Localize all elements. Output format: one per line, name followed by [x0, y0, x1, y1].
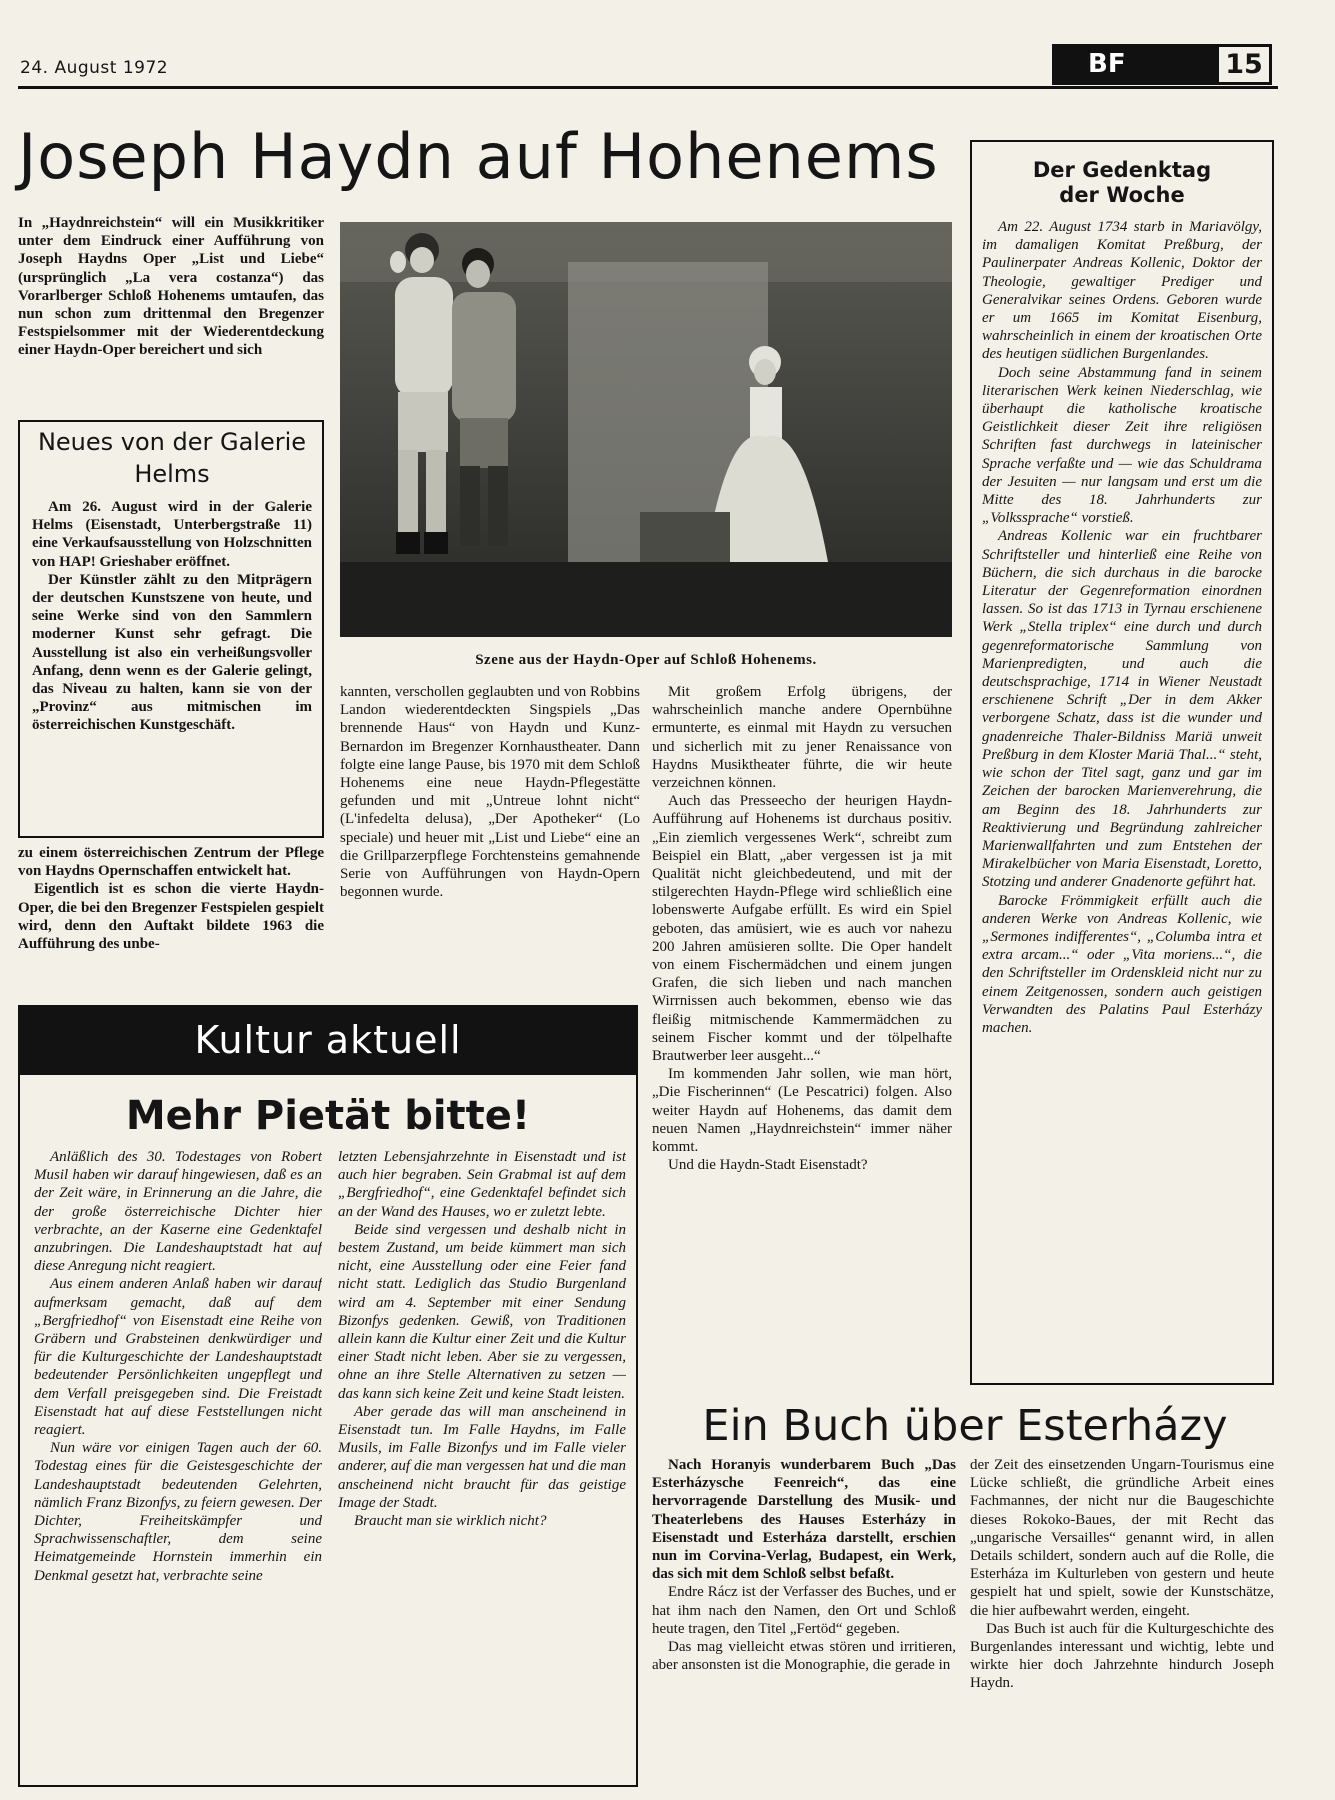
haydn-col3-paragraph-3: Im kommenden Jahr sollen, wie man hört, „Die Fischerinnen“ (Le Pescatrici) folgen. Also weiter Haydn auf Hohenems, das damit dem neuen Namen „Haydnreichstein“ immer näher kommt. — [652, 1066, 952, 1156]
buch-col2 — [970, 1456, 1274, 1788]
haydn-col3-paragraph-4: Und die Haydn-Stadt Eisenstadt? — [668, 1157, 868, 1174]
mehr-col1-paragraph-3: Nun wäre vor einigen Tagen auch der 60. Todestag eines für die Geistesgeschichte der Landeshauptstadt bedeutenden Gelehrten, nämlich Franz Bizonfys, zu feiern gewesen. Der Dichter, Freiheitskämpfer und Sprachwissenschaftler, dem seine Heimatgemeinde Hornstein immerhin ein Denkmal gesetzt hat, verbrachte seine — [34, 1440, 322, 1584]
buch-col1-paragraph-3: Das mag vielleicht etwas stören und irritieren, aber ansonsten ist die Monographie, die gerade in — [652, 1639, 956, 1674]
galerie-paragraph-1: Am 26. August wird in der Galerie Helms (Eisenstadt, Unterbergstraße 11) eine Verkaufsausstellung von Holzschnitten von HAP! Grieshaber eröffnet. — [32, 499, 312, 570]
gedenktag-title-line1: Der Gedenktag — [1032, 158, 1212, 182]
haydn-col3 — [652, 683, 952, 1393]
opera-scene-photo — [340, 222, 952, 637]
photo-caption: Szene aus der Haydn-Oper auf Schloß Hohenems. — [475, 652, 817, 668]
gedenktag-paragraph-2: Doch seine Abstammung fand in seinem literarischen Werk keinen Niederschlag, wie überhaupt die katholische kroatische Geistlichkeit dieser Zeit ihre religiösen Schriften fast durchwegs in lateinischer Sprache verfaßte und — wie das Schuldrama der Jesuiten — nur langsam und erst um die Mitte des 18. Jahrhunderts zur „Volkssprache“ vorstieß. — [982, 364, 1262, 527]
buch-col2-paragraph-1: der Zeit des einsetzenden Ungarn-Tourismus eine Lücke schließt, die gründliche Arbeit eines Fachmannes, der nicht nur die Baugeschichte dieses Rokoko-Baues, der mit Recht das „ungarische Versailles“ genannt wird, in allen Details schildert, sondern auch auf die Rolle, die Esterháza im Kulturleben von gestern und heute gespielt hat und spielt, sowie der Kunstschätze, die hier aufbewahrt werden, eingeht. — [970, 1457, 1274, 1619]
haydn-col3-paragraph-2: Auch das Presseecho der heurigen Haydn-Aufführung auf Hohenems ist durchaus positiv. „Ein ziemlich vergessenes Werk“, schreibt zum Beispiel ein Blatt, „aber vergessen ist ja mit Qualität nicht gleichbedeutend, und mit der stilgerechten Haydn-Pflege wird schließlich eine lobenswerte Aufgabe erfüllt. Es wird ein Spiel geboten, das amüsiert, wie es auch vor nahezu 200 Jahren amüsieren sollte. Die Oper handelt von einem Fischermädchen und einem jungen Grafen, die sich lieben und nach manchen Wirrnissen auch bekommen, ebenso wie das fleißig mitmischende Kammermädchen zu seinem Fischer kommt und der tölpelhafte Brautwerber leer ausgeht...“ — [652, 793, 952, 1065]
mehr-pietaet-title: Mehr Pietät bitte! — [125, 1093, 531, 1139]
gedenktag-paragraph-4: Barocke Frömmigkeit erfüllt auch die anderen Werke von Andreas Kollenic, wie „Sermones indifferentes“, „Columba intra et extra arcam...“ oder „Vita moriens...“, die den Schriftsteller im Ordenskleid nicht nur zu einem Zeitgenossen, sondern auch geistigen Verwandten des Palatins Paul Esterházy machen. — [982, 892, 1262, 1036]
galerie-paragraph-2: Der Künstler zählt zu den Mitprägern der deutschen Kunstszene von heute, und seine Werke sind von den Sammlern moderner Kunst sehr gefragt. Die Ausstellung ist also ein verheißungsvoller Anfang, denn wenn es der Galerie gelingt, das Niveau zu halten, kann sie von der „Provinz“ aus mitmischen im österreichischen Kunstgeschäft. — [32, 571, 312, 734]
gedenktag-title-line2: der Woche — [1059, 183, 1185, 207]
header-rule — [18, 86, 1278, 89]
haydn-col1-paragraph-1: zu einem österreichischen Zentrum der Pflege von Haydns Opernschaffen entwickelt hat. — [18, 845, 324, 880]
buch-title: Ein Buch über Esterházy — [702, 1401, 1228, 1451]
kultur-aktuell-banner: Kultur aktuell — [18, 1005, 638, 1075]
mehr-col2-paragraph-1: letzten Lebensjahrzehnte in Eisenstadt und ist auch hier begraben. Sein Grabmal ist auf dem „Bergfriedhof“, eine Gedenktafel befindet sich an der Wand des Hauses, wo er zuletzt lebte. — [338, 1149, 626, 1220]
opera-scene-illustration — [340, 222, 952, 637]
haydn-col2 — [340, 683, 640, 993]
main-headline: Joseph Haydn auf Hohenems — [18, 120, 939, 193]
buch-col2-paragraph-2: Das Buch ist auch für die Kulturgeschichte des Burgenlandes interessant und wichtig, lebte und wirkte hier doch Jahrzehnte hindurch Joseph Haydn. — [970, 1620, 1274, 1692]
mehr-col1-paragraph-1: Anläßlich des 30. Todestages von Robert Musil haben wir darauf hingewiesen, daß es an der Zeit wäre, in Erinnerung an die Jahre, die der große österreichische Dichter hier verbrachte, an der Kaserne eine Gedenktafel anzubringen. Die Landeshauptstadt hat auf diese Anregung nicht reagiert. — [34, 1149, 322, 1275]
mehr-col2-paragraph-3: Aber gerade das will man anscheinend in Eisenstadt tun. Im Falle Haydns, im Falle Musils, im Falle Bizonfys und im Falle vieler anderer, auf die man vergessen hat und die man anscheinend nicht braucht für das geistige Image der Stadt. — [338, 1403, 626, 1511]
haydn-intro — [18, 214, 324, 414]
galerie-title: Neues von der Galerie Helms — [37, 428, 307, 488]
section-label: BF — [1052, 44, 1216, 85]
gedenktag-paragraph-1: Am 22. August 1734 starb in Mariavölgy, im damaligen Komitat Preßburg, der Paulinerpater Andreas Kollenic, Doktor der Theologie, gewaltiger Prediger und Generalvikar seines Ordens. Geboren wurde er um 1665 im Komitat Eisenburg, wahrscheinlich in einem der kroatischen Orte des heutigen südlichen Burgenlandes. — [982, 219, 1262, 363]
haydn-col2-paragraph: kannten, verschollen geglaubten und von Robbins Landon wiederentdeckten Singspiels „Das brennende Haus“ von Haydn und Kunz-Bernardon im Bregenzer Kornhaustheater. Dann folgte eine lange Pause, bis 1970 mit dem Schloß Hohenems eine neue Haydn-Pflegestätte gefunden und mit „Untreue lohnt nicht“ (L'infedelta delusa), „Der Apotheker“ (Lo speciale) und heuer mit „List und Liebe“ eine an die Grillparzerpflege Forchtensteins gemahnende Serie von Aufführungen von Haydn-Opern begonnen wurde. — [340, 684, 640, 901]
mehr-col2-paragraph-4: Braucht man sie wirklich nicht? — [354, 1513, 547, 1530]
mehr-pietaet-col1 — [34, 1148, 322, 1782]
haydn-col3-paragraph-1: Mit großem Erfolg übrigens, der wahrscheinlich manche andere Opernbühne ermunterte, es einmal mit Haydn zu versuchen und sicherlich mit zu jener Renaissance von Haydns Musiktheater führte, die wir heute verzeichnen können. — [652, 684, 952, 792]
haydn-col1-paragraph-2: Eigentlich ist es schon die vierte Haydn-Oper, die bei den Bregenzer Festspielen gespielt wird, denn den Auftakt bildete 1963 die Aufführung des unbe- — [18, 881, 324, 953]
buch-col1-paragraph-2: Endre Rácz ist der Verfasser des Buches, und er hat ihm nach den Namen, den Ort und Schloß heute tragen, den Titel „Fertöd“ gegeben. — [652, 1584, 956, 1637]
mehr-pietaet-col2 — [338, 1148, 626, 1782]
page-number: 15 — [1216, 44, 1272, 85]
issue-date: 24. August 1972 — [20, 58, 169, 78]
intro-paragraph: In „Haydnreichstein“ will ein Musikkritiker unter dem Eindruck einer Aufführung von Joseph Haydns Oper „List und Liebe“ (ursprünglich „La vera costanza“) das Vorarlberger Schloß Hohenems umtaufen, das nun schon zum drittenmal den Bregenzer Festspielsommer mit der Wiederentdeckung einer Haydn-Oper bereichert und sich — [18, 215, 324, 359]
gedenktag-body — [982, 218, 1262, 1037]
mehr-col1-paragraph-2: Aus einem anderen Anlaß haben wir darauf aufmerksam gemacht, daß auf dem „Bergfriedhof“ von Eisenstadt eine Reihe von Gräbern und Grabsteinen denkwürdiger und für die Kulturgeschichte der Landeshauptstadt bedeutender Persönlichkeiten ungepflegt und dem Verfall preisgegeben sind. Die Freistadt Eisenstadt hat auf diese Feststellungen nicht reagiert. — [34, 1276, 322, 1439]
galerie-body — [32, 498, 312, 735]
buch-col1 — [652, 1456, 956, 1788]
gedenktag-box — [970, 140, 1274, 1385]
gedenktag-paragraph-3: Andreas Kollenic war ein fruchtbarer Schriftsteller und hinterließ eine Reihe von Büchern, die sich durchaus in die barocke Literatur der Gegenreformation einordnen lassen. So ist das 1713 in Tyrnau erschienene Werk „Stella triplex“ eine durch und durch gegenreformatorische Sammlung von Marienpredigten, und auch die deutschsprachige, 1714 in Wiener Neustadt erschienene Schrift „Der in dem Akker verborgene Schatz, dass ist die wunder und gnadenreiche Thaler-Bildniss Mariä unweit Preßburg in dem Kloster Mariä Thal...“ steht, wie schon der Titel sagt, ganz und gar im Zeichen der barocken Marienverehrung, die am Beginn des 18. Jahrhunderts zur Reaktivierung und Begründung zahlreicher Marienwallfahrten und zum Entstehen der Mirakelbücher von Maria Eisenstadt, Loretto, Stotzing und anderer Gnadenorte geführt hat. — [982, 528, 1262, 891]
haydn-col1-continued — [18, 844, 324, 994]
buch-col1-paragraph-1: Nach Horanyis wunderbarem Buch „Das Esterházysche Feenreich“, das eine hervorragende Darstellung des Musik- und Theaterlebens des Hauses Esterházy in Eisenstadt und Esterháza darstellt, erschien nun im Corvina-Verlag, Budapest, ein Werk, das sich mit dem Schloß selbst befaßt. — [652, 1457, 956, 1583]
galerie-box — [18, 420, 324, 838]
mehr-col2-paragraph-2: Beide sind vergessen und deshalb nicht in bestem Zustand, um beide kümmert man sich nicht, eine Ausstellung oder eine Feier fand nicht statt. Lediglich das Studio Burgenland wird am 4. September mit einer Sendung Bizonfys gedenken. Gewiß, von Traditionen allein kann die Kultur einer Zeit und die Kultur einer Stadt nicht leben. Aber sie zu vergessen, ohne an ihre Stelle Alternativen zu setzen — das kann sich keine Zeit und keine Stadt leisten. — [338, 1221, 626, 1402]
